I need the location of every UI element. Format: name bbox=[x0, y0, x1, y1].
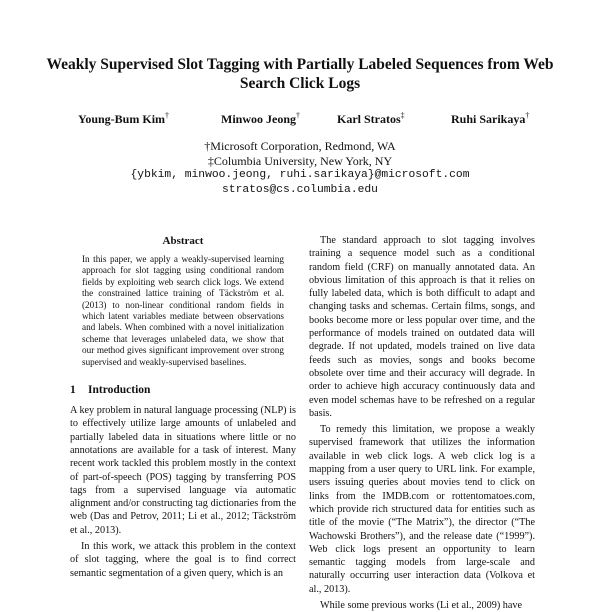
section-title: Introduction bbox=[88, 384, 151, 397]
left-column bbox=[70, 234, 296, 580]
author-affiliation-mark: ‡ bbox=[400, 111, 405, 120]
author-3 bbox=[337, 111, 405, 127]
email-columbia: stratos@cs.columbia.edu bbox=[222, 183, 378, 196]
affiliation-microsoft: †Microsoft Corporation, Redmond, WA bbox=[204, 139, 396, 153]
author-1 bbox=[78, 111, 169, 127]
author-name: Young-Bum Kim bbox=[78, 112, 166, 126]
body-paragraph-1: The standard approach to slot tagging involves training a sequence model such as a conditional random field (CRF) on manually annotated data. An obvious limitation of this approach is that it relies on fully labeled data, which is both difficult to adapt and changing tasks and schemas. Certain films, songs, and books become more or less popular over time, and the performance of models trained on outdated data will degrade. If not updated, models trained on live data feeds such as movies, songs and books become obsolete over time and their accuracy will degrade. In order to achieve high accuracy continuously data and even model schemas have to be refreshed on a regular basis. bbox=[309, 235, 535, 419]
paper-title: Weakly Supervised Slot Tagging with Partially Labeled Sequences from Web Search Click Logs bbox=[46, 56, 554, 92]
author-name: Karl Stratos bbox=[337, 112, 401, 126]
author-affiliation-mark: † bbox=[296, 111, 300, 120]
section-heading-introduction bbox=[70, 384, 296, 396]
affiliations bbox=[0, 139, 600, 197]
affiliation-columbia: ‡Columbia University, New York, NY bbox=[207, 153, 393, 168]
intro-paragraph-1: A key problem in natural language processing (NLP) is to effectively utilize large amounts of unlabeled and partially labeled data in situations where little or no annotations are available for a task of interest. Many recent work tackled this problem mostly in the context of part-of-speech (POS) tagging by transferring POS tags from a supervised language via automatic alignment and/or constructing tag dictionaries from the web (Das and Petrov, 2011; Li et al., 2012; Täckström et al., 2013). bbox=[70, 405, 296, 536]
author-affiliation-mark: † bbox=[525, 111, 530, 120]
body-paragraph-2: To remedy this limitation, we propose a weakly supervised framework that utilizes the information available in web click logs. A web click log is a mapping from a user query to URL link. For example, users issuing queries about movies tend to click on links from the IMDB.com or rottentomatoes.com, which provide rich structured data for entities such as title of the movie (“The Matrix”), the director (“The Wachowski Brothers”), and the release date (“1999”). Web click logs present an opportunity to learn semantic tagging models from large-scale and naturally occurring user interaction data (Volkova et al., 2013). bbox=[309, 424, 535, 595]
body-paragraph-3: While some previous works (Li et al., 2009) have bbox=[320, 600, 522, 612]
email-microsoft: {ybkim, minwoo.jeong, ruhi.sarikaya}@microsoft.com bbox=[130, 169, 470, 181]
author-2 bbox=[221, 111, 300, 127]
abstract-heading: Abstract bbox=[162, 235, 204, 247]
right-column bbox=[309, 234, 535, 612]
author-4 bbox=[451, 111, 529, 127]
author-list bbox=[0, 111, 600, 127]
intro-paragraph-2: In this work, we attack this problem in the context of slot tagging, where the goal is to find correct semantic segmentation of a given query, which is an bbox=[70, 541, 296, 579]
author-name: Minwoo Jeong bbox=[221, 112, 296, 126]
abstract-text: In this paper, we apply a weakly-supervised learning approach for slot tagging using conditional random fields by exploiting web search click logs. We extend the constrained lattice training of Täckström et al. (2013) to non-linear conditional random fields in which latent variables mediate between observations and labels. When combined with a novel initialization scheme that leverages unlabeled data, we show that our method gives significant improvement over strong supervised and weakly-supervised baselines. bbox=[82, 254, 284, 367]
author-affiliation-mark: † bbox=[165, 111, 170, 120]
author-name: Ruhi Sarikaya bbox=[451, 112, 526, 126]
section-number: 1 bbox=[70, 384, 76, 397]
